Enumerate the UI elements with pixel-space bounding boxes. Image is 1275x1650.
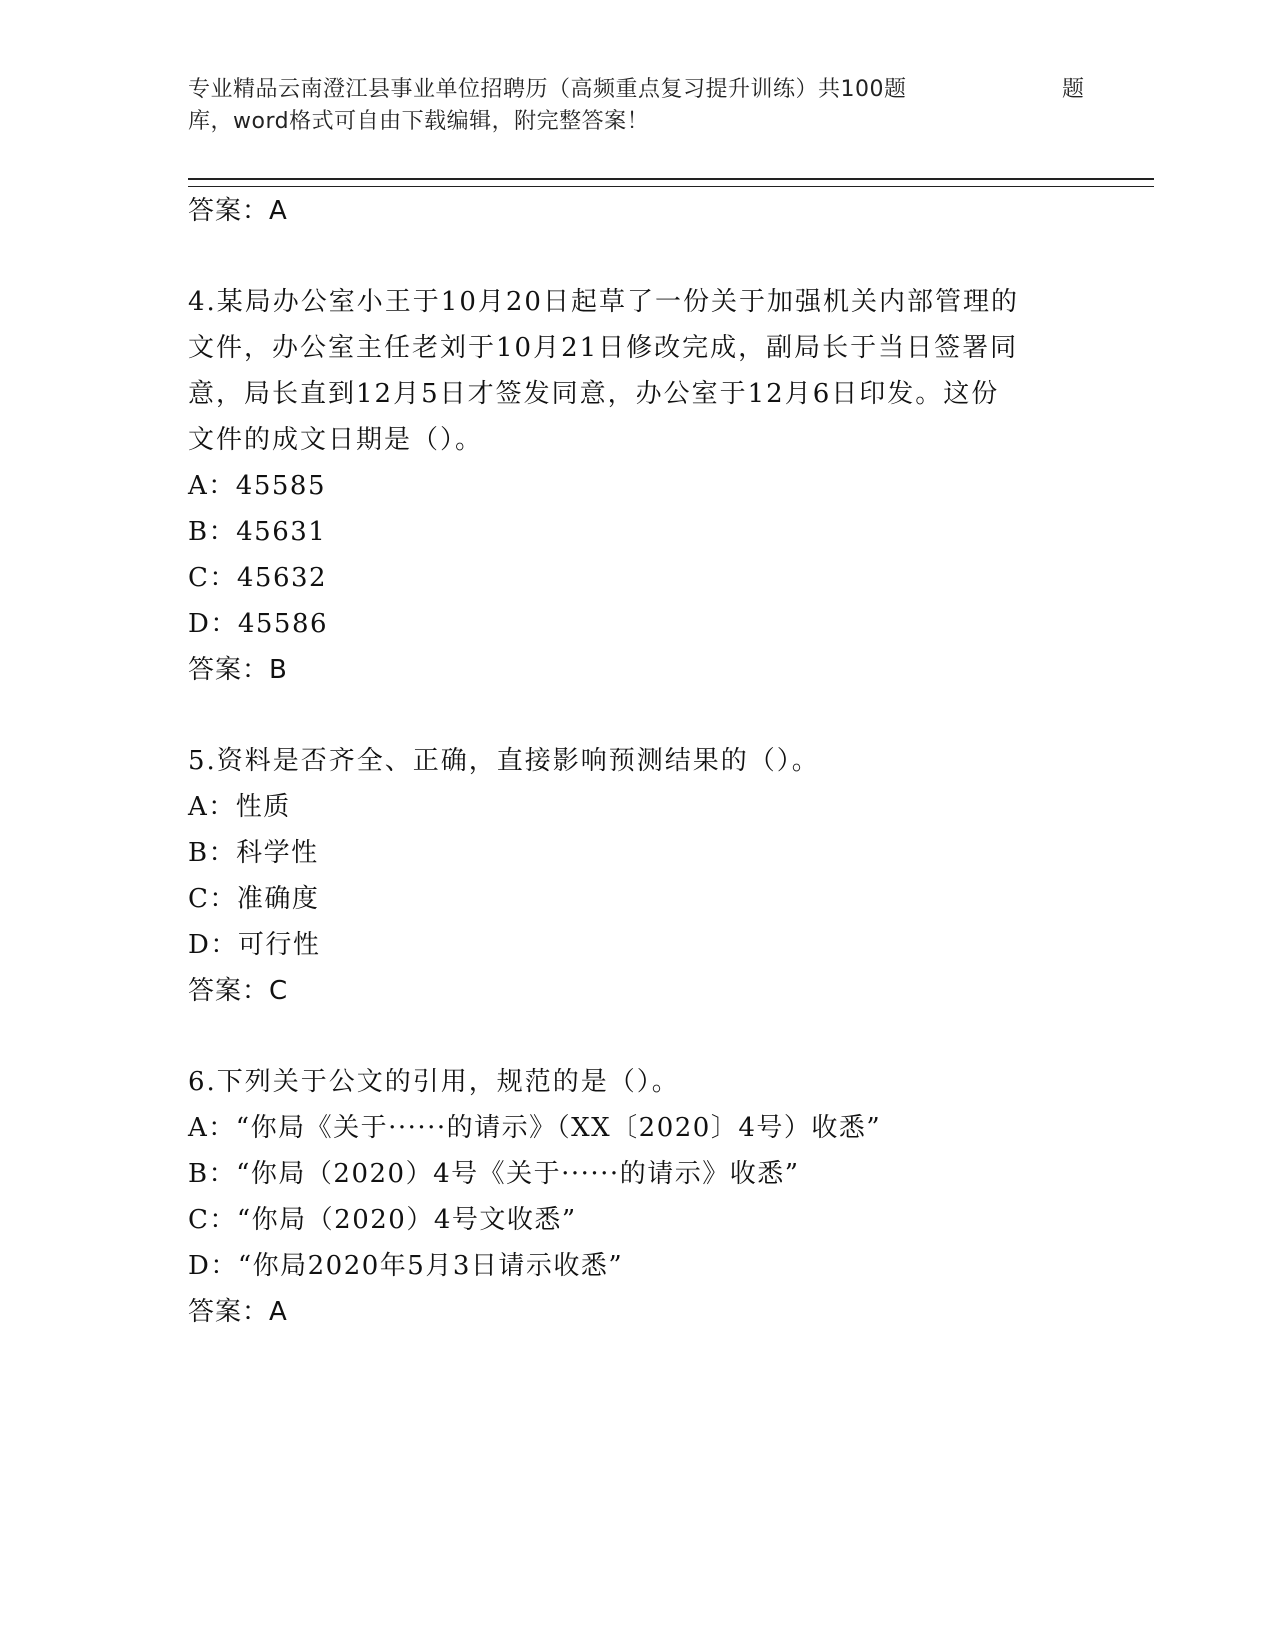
- stem-line: 5.资料是否齐全、正确，直接影响预测结果的（）。: [188, 746, 820, 776]
- question-5: [188, 738, 1088, 1014]
- page-header: [188, 74, 1088, 138]
- header-title: 专业精品云南澄江县事业单位招聘历（高频重点复习提升训练）共100题: [188, 77, 907, 102]
- option-a: A：45585: [188, 471, 326, 501]
- previous-question-answer: 答案：A: [188, 196, 288, 226]
- spacer: [188, 1014, 1088, 1059]
- header-line-2: 库，word格式可自由下载编辑，附完整答案！: [188, 109, 650, 134]
- header-divider: [188, 178, 1154, 187]
- option-c: C：“你局（2020）4号文收悉”: [188, 1205, 577, 1235]
- option-a: A：性质: [188, 792, 291, 822]
- option-c: C：45632: [188, 563, 328, 593]
- spacer: [188, 693, 1088, 738]
- option-b: B：45631: [188, 517, 327, 547]
- question-answer: 答案：C: [188, 976, 289, 1006]
- option-b: B：“你局（2020）4号《关于······的请示》收悉”: [188, 1159, 800, 1189]
- option-d: D：可行性: [188, 930, 321, 960]
- question-answer: 答案：B: [188, 655, 288, 685]
- option-d: D：“你局2020年5月3日请示收悉”: [188, 1251, 624, 1281]
- question-stem: [188, 279, 1088, 463]
- stem-line: 6.下列关于公文的引用，规范的是（）。: [188, 1067, 680, 1097]
- question-stem: [188, 738, 1088, 784]
- option-a: A：“你局《关于······的请示》（XX〔2020〕4号）收悉”: [188, 1113, 882, 1143]
- question-6: [188, 1059, 1088, 1335]
- option-c: C：准确度: [188, 884, 320, 914]
- stem-line: 意，局长直到12月5日才签发同意，办公室于12月6日印发。这份: [188, 379, 1000, 409]
- stem-line: 4.某局办公室小王于10月20日起草了一份关于加强机关内部管理的: [188, 287, 1019, 317]
- header-line-1: [188, 74, 1088, 106]
- document-body: [188, 188, 1088, 1335]
- stem-line: 文件的成文日期是（）。: [188, 425, 484, 455]
- header-title-tail: 题: [1062, 77, 1085, 102]
- option-d: D：45586: [188, 609, 329, 639]
- question-4: [188, 279, 1088, 693]
- question-stem: [188, 1059, 1088, 1105]
- option-b: B：科学性: [188, 838, 319, 868]
- stem-line: 文件，办公室主任老刘于10月21日修改完成，副局长于当日签署同: [188, 333, 1019, 363]
- spacer: [188, 234, 1088, 279]
- question-answer: 答案：A: [188, 1297, 288, 1327]
